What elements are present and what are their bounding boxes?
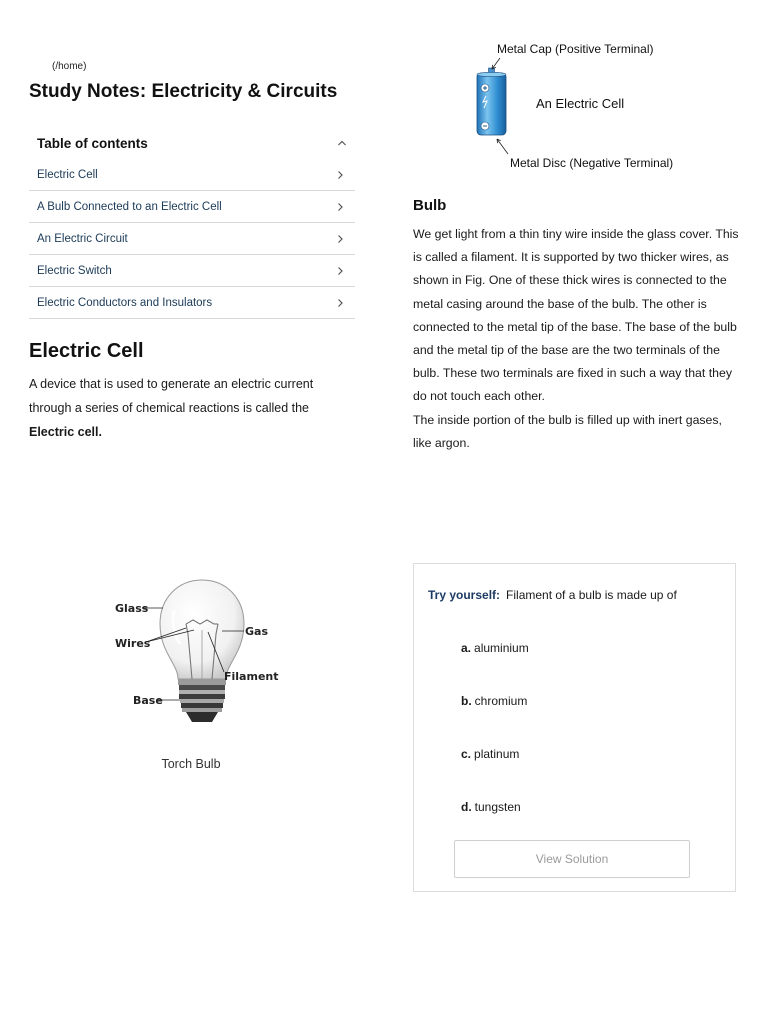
chevron-right-icon <box>333 200 347 214</box>
bulb-figure-caption: Torch Bulb <box>161 757 221 771</box>
electric-cell-text: A device that is used to generate an electric current through a series of chemical reactions is called the <box>29 377 314 415</box>
toc-item-electric-cell[interactable] <box>29 159 355 191</box>
bulb-paragraph-1: We get light from a thin tiny wire inside the glass cover. This is called a filament. It is supported by two thicker wires, as shown in Fig. One of these thick wires is connected to the metal casing around the base of the bulb. The other is connected to the metal tip of the base. The base of the bulb and the metal tip of the base are the two terminals of the bulb. These two terminals are fixed in such a way that they do not touch each other. <box>413 227 739 404</box>
toc-item-label: Electric Conductors and Insulators <box>37 296 213 309</box>
electric-cell-diagram <box>466 38 696 178</box>
option-letter: b. <box>461 694 472 708</box>
label-metal-cap: Metal Cap (Positive Terminal) <box>497 42 654 56</box>
view-solution-button[interactable]: View Solution <box>454 840 690 878</box>
toc-item-label: An Electric Circuit <box>37 232 128 245</box>
breadcrumb[interactable]: (/home) <box>52 61 87 72</box>
toc-item-conductors-insulators[interactable] <box>29 287 355 319</box>
table-of-contents <box>29 127 355 319</box>
quiz-option-d[interactable] <box>461 800 521 814</box>
option-letter: d. <box>461 800 472 814</box>
toc-item-label: Electric Cell <box>37 168 98 181</box>
chevron-up-icon <box>335 136 349 150</box>
label-filament: Filament <box>224 670 279 683</box>
quiz-question-text: Filament of a bulb is made up of <box>506 588 677 602</box>
toc-item-electric-switch[interactable] <box>29 255 355 287</box>
section-heading-bulb: Bulb <box>413 197 447 214</box>
option-text: aluminium <box>474 641 529 655</box>
quiz-question <box>428 588 677 602</box>
chevron-right-icon <box>333 296 347 310</box>
try-yourself-label: Try yourself: <box>428 588 501 602</box>
label-gas: Gas <box>245 625 268 638</box>
label-wires: Wires <box>115 637 151 650</box>
quiz-option-b[interactable] <box>461 694 527 708</box>
toc-title: Table of contents <box>37 135 148 151</box>
option-letter: c. <box>461 747 472 761</box>
option-letter: a. <box>461 641 472 655</box>
try-yourself-card <box>413 563 736 892</box>
section-heading-electric-cell: Electric Cell <box>29 340 144 362</box>
label-electric-cell: An Electric Cell <box>536 96 625 111</box>
electric-cell-paragraph <box>29 372 357 444</box>
bulb-icon <box>160 580 244 722</box>
chevron-right-icon <box>333 168 347 182</box>
quiz-option-c[interactable] <box>461 747 519 761</box>
toc-item-bulb-connected[interactable] <box>29 191 355 223</box>
torch-bulb-diagram <box>108 572 284 728</box>
label-base: Base <box>133 694 163 707</box>
electric-cell-term: Electric cell. <box>29 425 102 439</box>
bulb-paragraphs <box>413 223 743 455</box>
toc-item-label: Electric Switch <box>37 264 112 277</box>
quiz-option-a[interactable] <box>461 641 529 655</box>
page-title: Study Notes: Electricity & Circuits <box>29 81 338 102</box>
battery-cell-icon <box>477 68 506 135</box>
bulb-paragraph-2: The inside portion of the bulb is filled up with inert gases, like argon. <box>413 412 722 450</box>
toc-item-label: A Bulb Connected to an Electric Cell <box>37 200 222 213</box>
chevron-right-icon <box>333 264 347 278</box>
label-metal-disc: Metal Disc (Negative Terminal) <box>510 156 674 170</box>
option-text: tungsten <box>474 800 521 814</box>
toc-item-electric-circuit[interactable] <box>29 223 355 255</box>
option-text: chromium <box>474 694 528 708</box>
chevron-right-icon <box>333 232 347 246</box>
option-text: platinum <box>474 747 520 761</box>
toc-header[interactable] <box>29 127 355 159</box>
label-glass: Glass <box>115 602 149 615</box>
